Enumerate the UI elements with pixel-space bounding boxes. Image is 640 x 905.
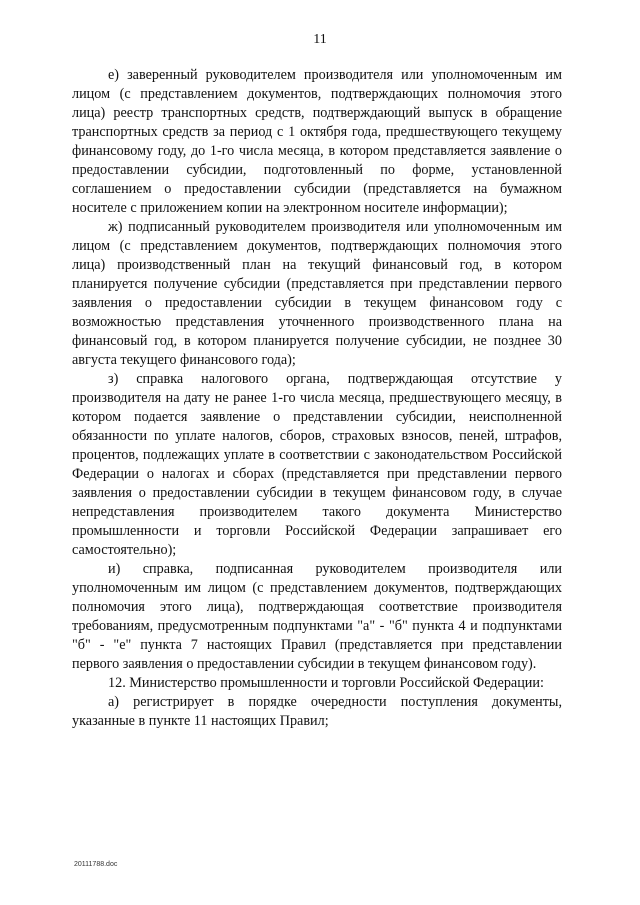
file-name-footer: 20111788.doc [74,861,118,868]
paragraph-e: е) заверенный руководителем производителя или уполномоченным им лицом (с представлением документов, подтверждающих полномочия этого лица) реестр транспортных средств, подтверждающий выпуск в обращение транспортных средств за период с 1 октября года, предшествующего текущему финансовому году, до 1-го числа месяца, в котором представляется заявление о предоставлении субсидии, подготовленный по форме, установленной соглашением о предоставлении субсидии (представляется на бумажном носителе с приложением копии на электронном носителе информации); [72,67,562,216]
document-body [72,66,562,731]
paragraph-z: з) справка налогового органа, подтверждающая отсутствие у производителя на дату не ранее 1-го числа месяца, предшествующего месяцу, в котором подается заявление о представлении субсидии, неисполненной обязанности по уплате налогов, сборов, страховых взносов, пеней, штрафов, процентов, подлежащих уплате в соответствии с законодательством Российской Федерации о налогах и сборах (представляется при представлении первого заявления о предоставлении субсидии в текущем финансовом году, в случае непредставления производителем такого документа Министерство промышленности и торговли Российской Федерации запрашивает его самостоятельно); [72,371,562,558]
paragraph-12: 12. Министерство промышленности и торговли Российской Федерации: [108,675,544,691]
paragraph-i: и) справка, подписанная руководителем производителя или уполномоченным им лицом (с представлением документов, подтверждающих полномочия этого лица), подтверждающая соответствие производителя требованиям, предусмотренным подпунктами "а" - "б" пункта 4 и подпунктами "б" - "е" пункта 7 настоящих Правил (представляется при представлении первого заявления о предоставлении субсидии в текущем финансовом году). [72,561,562,672]
paragraph-12a: а) регистрирует в порядке очередности поступления документы, указанные в пункте 11 настоящих Правил; [72,694,562,729]
paragraph-zh: ж) подписанный руководителем производителя или уполномоченным им лицом (с представлением документов, подтверждающих полномочия этого лица) производственный план на текущий финансовый год, в котором планируется получение субсидии (представляется при представлении первого заявления о предоставлении субсидии в текущем финансовом году с возможностью представления уточненного производственного плана на финансовый год, в котором планируется получение субсидии, не позднее 30 августа текущего финансового года); [72,219,562,368]
page-number: 11 [313,32,327,47]
